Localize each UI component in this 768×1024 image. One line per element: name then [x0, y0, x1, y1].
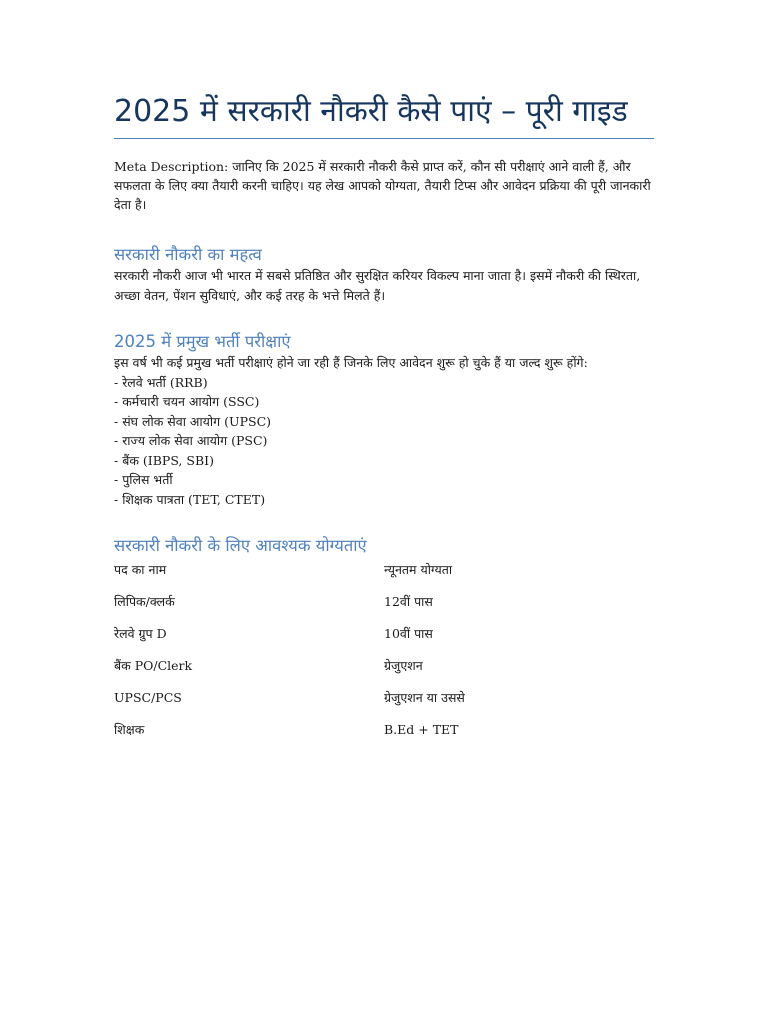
table-row [114, 561, 654, 593]
table-row [114, 593, 654, 625]
table-cell: न्यूनतम योग्यता [384, 562, 453, 577]
meta-description: Meta Description: जानिए कि 2025 में सरकारी नौकरी कैसे प्राप्त करें, कौन सी परीक्षाएं आने वाली हैं, और सफलता के लिए क्या तैयारी करनी चाहिए। यह लेख आपको योग्यता, तैयारी टिप्स और आवेदन प्रक्रिया की पूरी जानकारी देता है। [114, 159, 651, 212]
table-row [114, 657, 654, 689]
table-row [114, 721, 654, 753]
section-body-exams: इस वर्ष भी कई प्रमुख भर्ती परीक्षाएं होने जा रही हैं जिनके लिए आवेदन शुरू हो चुके हैं या जल्द शुरू होंगे: [114, 355, 588, 370]
section-heading-exams: 2025 में प्रमुख भर्ती परीक्षाएं [114, 332, 291, 351]
table-cell: लिपिक/क्लर्क [114, 594, 175, 609]
table-cell: UPSC/PCS [114, 690, 182, 705]
section-body-importance: सरकारी नौकरी आज भी भारत में सबसे प्रतिष्ठित और सुरक्षित करियर विकल्प माना जाता है। इसमें नौकरी की स्थिरता, अच्छा वेतन, पेंशन सुविधाएं, और कई तरह के भत्ते मिलते हैं। [114, 268, 641, 303]
exam-list [114, 373, 654, 510]
table-cell: 12वीं पास [384, 594, 433, 609]
section-heading-qualifications: सरकारी नौकरी के लिए आवश्यक योग्यताएं [114, 536, 367, 555]
list-item: - संघ लोक सेवा आयोग (UPSC) [114, 413, 272, 429]
table-cell: बैंक PO/Clerk [114, 658, 193, 673]
table-row [114, 689, 654, 721]
list-item: - रेलवे भर्ती (RRB) [114, 374, 208, 390]
list-item: - राज्य लोक सेवा आयोग (PSC) [114, 433, 268, 448]
table-cell: 10वीं पास [384, 626, 433, 641]
table-cell: ग्रेजुएशन [384, 658, 423, 673]
section-heading-importance: सरकारी नौकरी का महत्व [114, 245, 262, 264]
list-item: - बैंक (IBPS, SBI) [114, 452, 214, 468]
table-cell: पद का नाम [114, 562, 167, 577]
table-cell: शिक्षक [114, 722, 145, 737]
list-item: - शिक्षक पात्रता (TET, CTET) [114, 491, 266, 507]
table-cell: रेलवे ग्रुप D [114, 626, 167, 641]
document-title: 2025 में सरकारी नौकरी कैसे पाएं – पूरी गाइड [114, 92, 654, 139]
qualification-table [114, 561, 654, 753]
document-page [114, 92, 654, 753]
list-item: - पुलिस भर्ती [114, 472, 173, 487]
table-cell: ग्रेजुएशन या उससे [384, 690, 465, 705]
table-row [114, 625, 654, 657]
table-cell: B.Ed + TET [384, 722, 459, 737]
list-item: - कर्मचारी चयन आयोग (SSC) [114, 394, 260, 409]
